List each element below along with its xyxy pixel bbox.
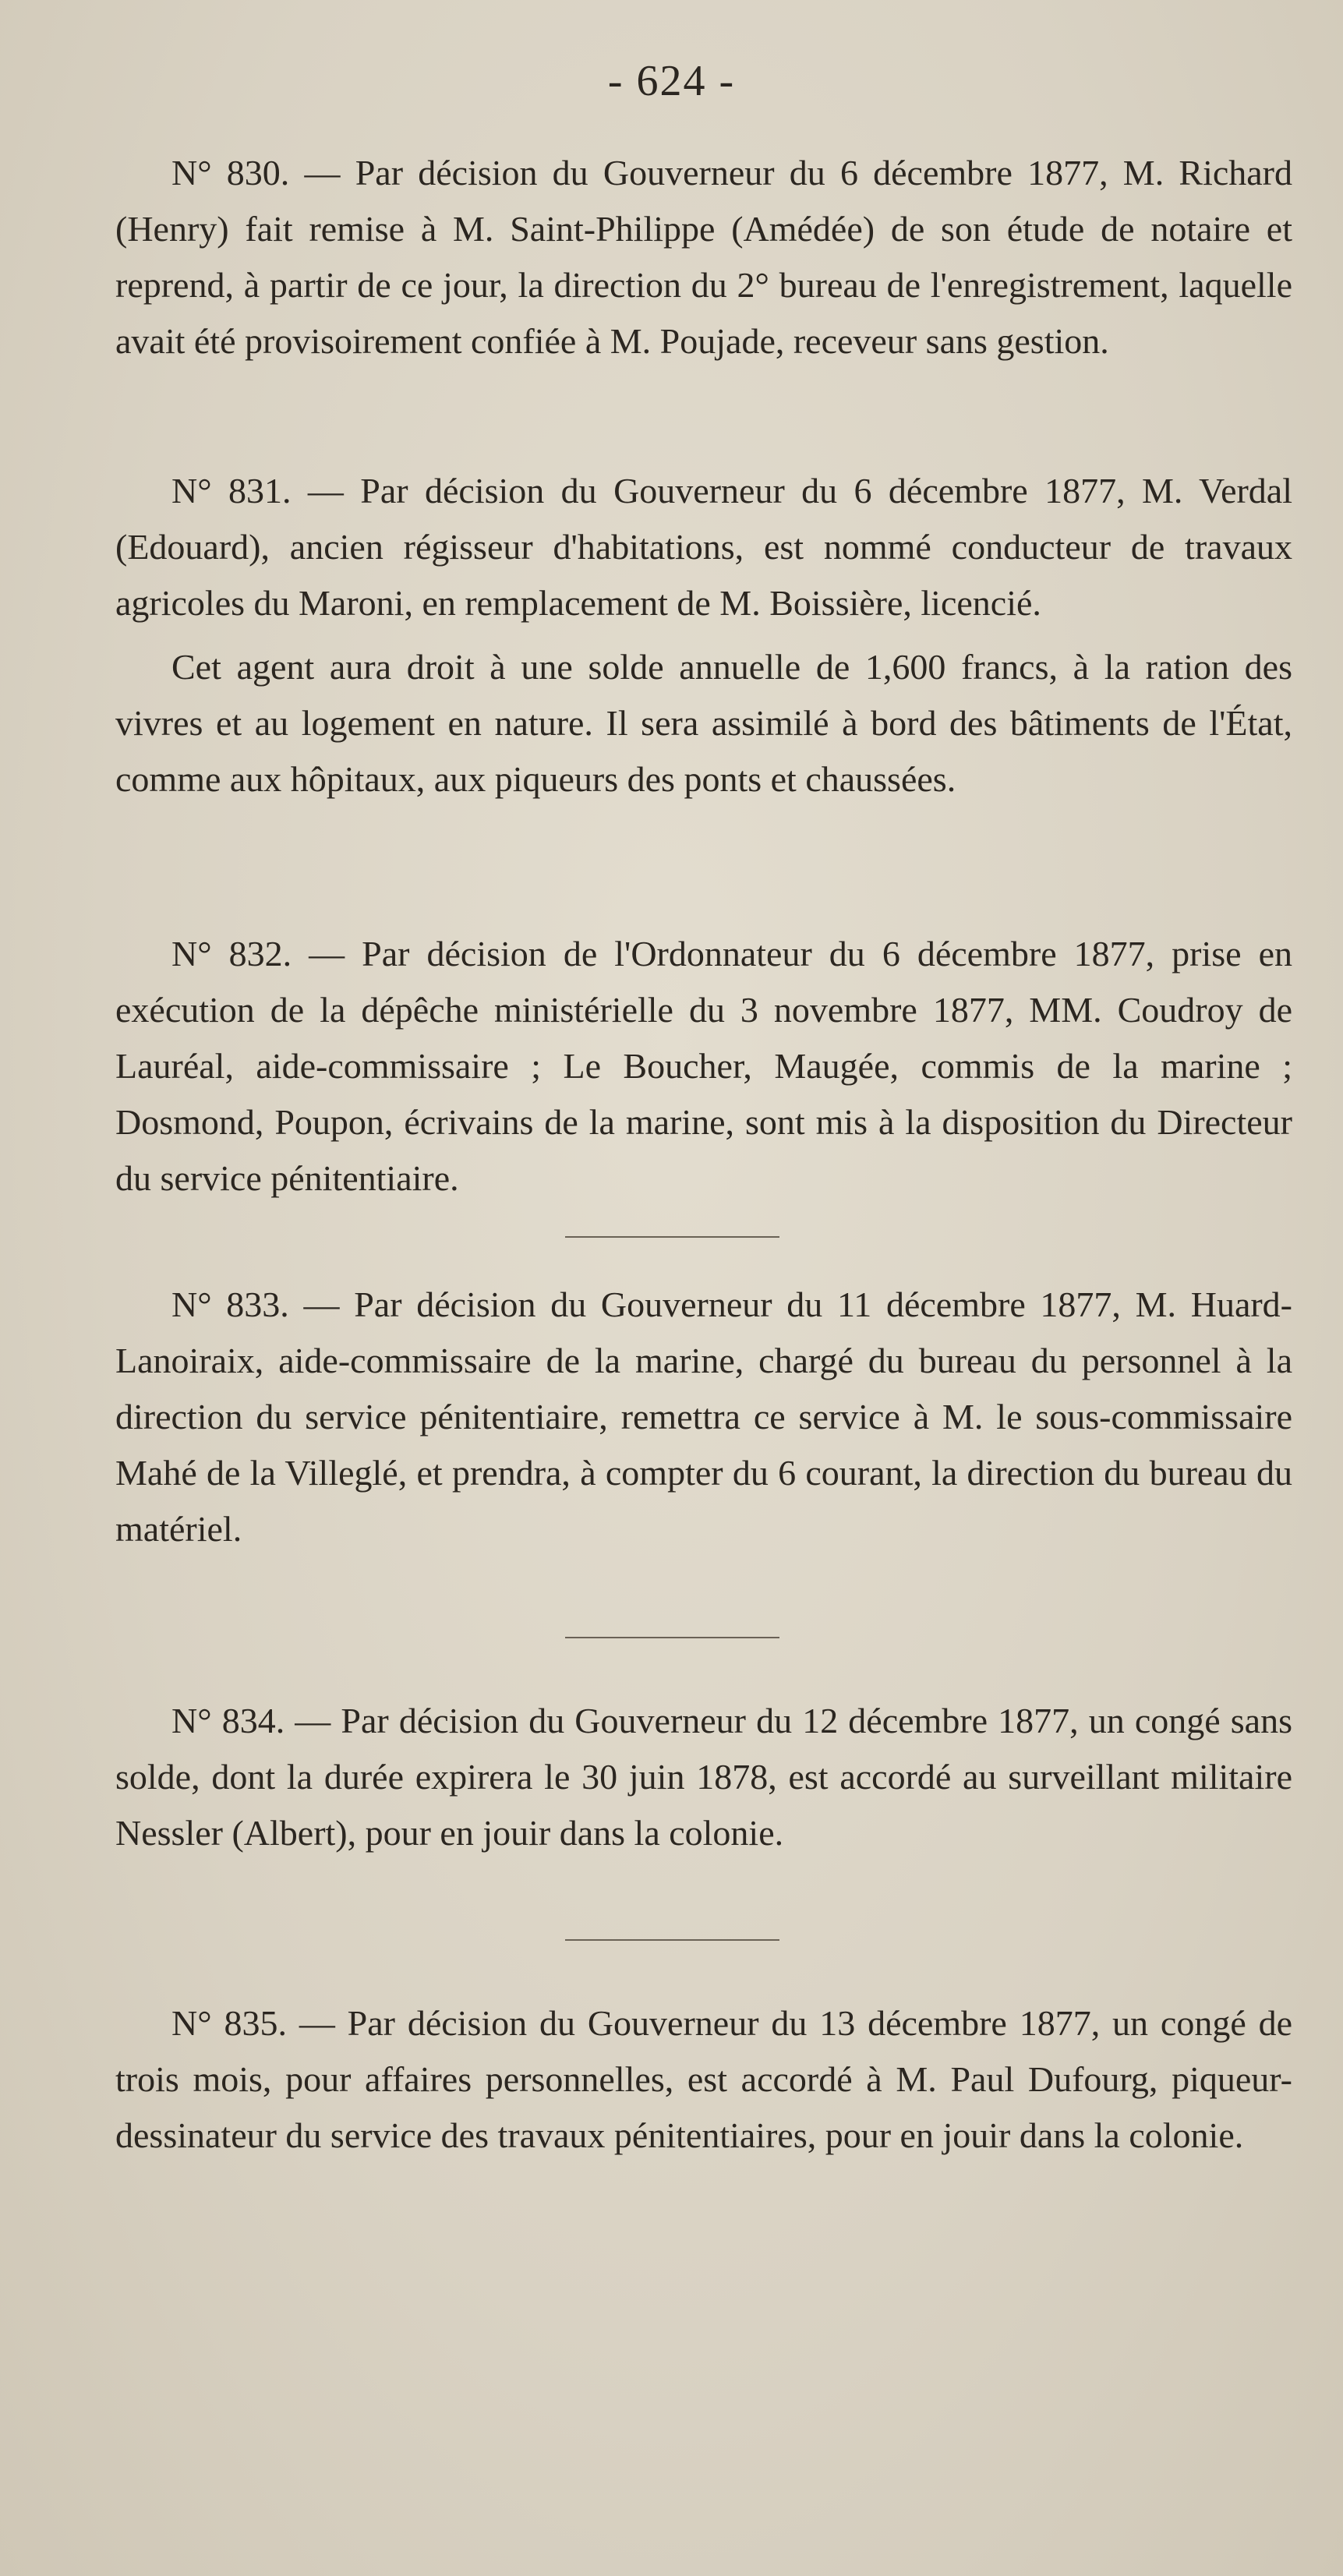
separator-rule: [565, 1637, 779, 1638]
entry-831-text: N° 831. — Par décision du Gouverneur du 6 décembre 1877, M. Verdal (Edouard), ancien régisseur d'habitations, est nommé conducteur de travaux agricoles du Maroni, en remplacement de M. Boissière, licencié.: [115, 471, 1292, 623]
entry-830: [115, 145, 1292, 369]
separator-rule: [565, 1939, 779, 1941]
page-number: - 624 -: [607, 57, 736, 105]
entry-834: [115, 1693, 1292, 1861]
entry-833-text: N° 833. — Par décision du Gouverneur du 11 décembre 1877, M. Huard-Lanoiraix, aide-commissaire de la marine, chargé du bureau du personnel à la direction du service pénitentiaire, remettra ce service à M. le sous-commissaire Mahé de la Villeglé, et prendra, à compter du 6 courant, la direction du bureau du matériel.: [115, 1284, 1292, 1549]
entry-831: [115, 463, 1292, 807]
entry-832-text: N° 832. — Par décision de l'Ordonnateur du 6 décembre 1877, prise en exécution de la dépêche ministérielle du 3 novembre 1877, MM. Coudroy de Lauréal, aide-commissaire ; Le Boucher, Maugée, commis de la marine ; Dosmond, Poupon, écrivains de la marine, sont mis à la disposition du Directeur du service pénitentiaire.: [115, 934, 1292, 1198]
entry-832: [115, 926, 1292, 1207]
entry-835: [115, 1995, 1292, 2164]
separator-rule: [565, 1236, 779, 1238]
entry-835-text: N° 835. — Par décision du Gouverneur du 13 décembre 1877, un congé de trois mois, pour affaires personnelles, est accordé à M. Paul Dufourg, piqueur-dessinateur du service des travaux pénitentiaires, pour en jouir dans la colonie.: [115, 2003, 1292, 2155]
entry-830-text: N° 830. — Par décision du Gouverneur du 6 décembre 1877, M. Richard (Henry) fait remise à M. Saint-Philippe (Amédée) de son étude de notaire et reprend, à partir de ce jour, la direction du 2° bureau de l'enregistrement, laquelle avait été provisoirement confiée à M. Poujade, receveur sans gestion.: [115, 153, 1292, 361]
entry-834-text: N° 834. — Par décision du Gouverneur du 12 décembre 1877, un congé sans solde, dont la durée expirera le 30 juin 1878, est accordé au surveillant militaire Nessler (Albert), pour en jouir dans la colonie.: [115, 1701, 1292, 1853]
entry-833: [115, 1277, 1292, 1557]
entry-831-text-continued: Cet agent aura droit à une solde annuelle de 1,600 francs, à la ration des vivres et au logement en nature. Il sera assimilé à bord des bâtiments de l'État, comme aux hôpitaux, aux piqueurs des ponts et chaussées.: [115, 647, 1292, 799]
